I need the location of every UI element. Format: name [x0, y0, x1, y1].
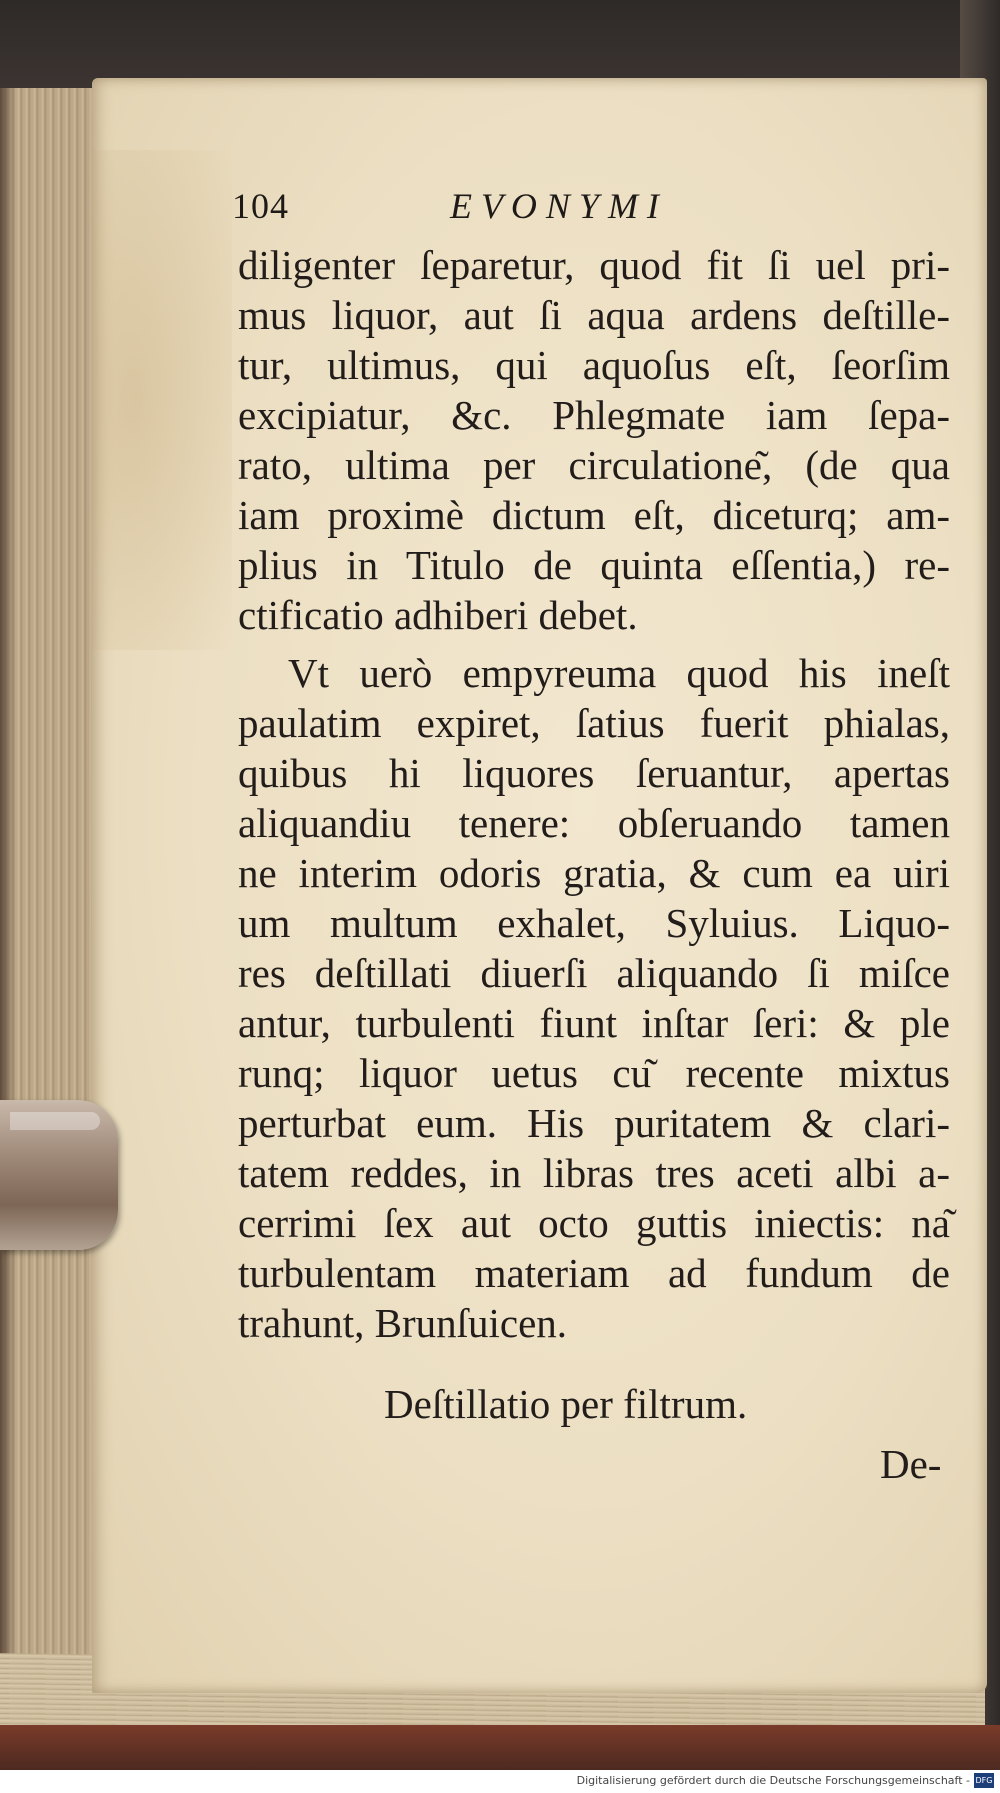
- text-line: plius in Titulo de quinta eſſentia,) re-: [238, 542, 950, 588]
- text-line: antur, turbulenti fiunt inſtar ſeri: & ple: [238, 1000, 950, 1046]
- page-header: [232, 185, 752, 225]
- text-line: quibus hi liquores ſeruantur, apertas: [238, 750, 950, 796]
- paragraph-1: [238, 240, 950, 640]
- text-line: perturbat eum. His puritatem & clari-: [238, 1100, 950, 1146]
- text-line: res deſtillati diuerſi aliquando ſi miſce: [238, 950, 950, 996]
- text-line: rato, ultima per circulatione͂, (de qua: [238, 442, 950, 488]
- text-line: aliquandiu tenere: obſeruando tamen: [238, 800, 950, 846]
- body-text: [238, 240, 950, 1348]
- page-stain: [92, 150, 232, 650]
- text-line: paulatim expiret, ſatius fuerit phialas,: [238, 700, 950, 746]
- text-line: excipiatur, &c. Phlegmate iam ſepa-: [238, 392, 950, 438]
- book-edge-shadow: [0, 88, 16, 1718]
- text-line: diligenter ſeparetur, quod fit ſi uel pri-: [238, 242, 950, 288]
- text-line: trahunt, Brunſuicen.: [238, 1300, 568, 1346]
- text-line: ctificatio adhiberi debet.: [238, 592, 638, 638]
- text-line: mus liquor, aut ſi aqua ardens deſtille-: [238, 292, 950, 338]
- text-line: turbulentam materiam ad fundum de: [238, 1250, 950, 1296]
- book-binding: [0, 1725, 1000, 1770]
- text-line: runq; liquor uetus cu͂ recente mixtus: [238, 1050, 950, 1096]
- text-line: iam proximè dictum eſt, diceturq; am-: [238, 492, 950, 538]
- background-top: [0, 0, 1000, 90]
- text-line: tatem reddes, in libras tres aceti albi a-: [238, 1150, 950, 1196]
- section-heading: Deſtillatio per filtrum.: [384, 1381, 748, 1427]
- text-line: Vt uerò empyreuma quod his ineſt: [288, 650, 950, 696]
- dfg-logo: DFG: [974, 1773, 994, 1788]
- paragraph-2: [238, 648, 950, 1348]
- page-number: 104: [232, 186, 289, 226]
- bookmark-clip-shine: [10, 1112, 100, 1130]
- text-line: cerrimi ſex aut octo guttis iniectis: na͂: [238, 1200, 950, 1246]
- text-line: ne interim odoris gratia, & cum ea uiri: [238, 850, 950, 896]
- catchword: De-: [880, 1441, 942, 1487]
- text-line: tur, ultimus, qui aquoſus eſt, ſeorſim: [238, 342, 950, 388]
- footer-credit: Digitalisierung gefördert durch die Deutsche Forschungsgemeinschaft -: [576, 1774, 970, 1787]
- running-head: EVONYMI: [450, 186, 668, 226]
- text-line: um multum exhalet, Syluius. Liquo-: [238, 900, 950, 946]
